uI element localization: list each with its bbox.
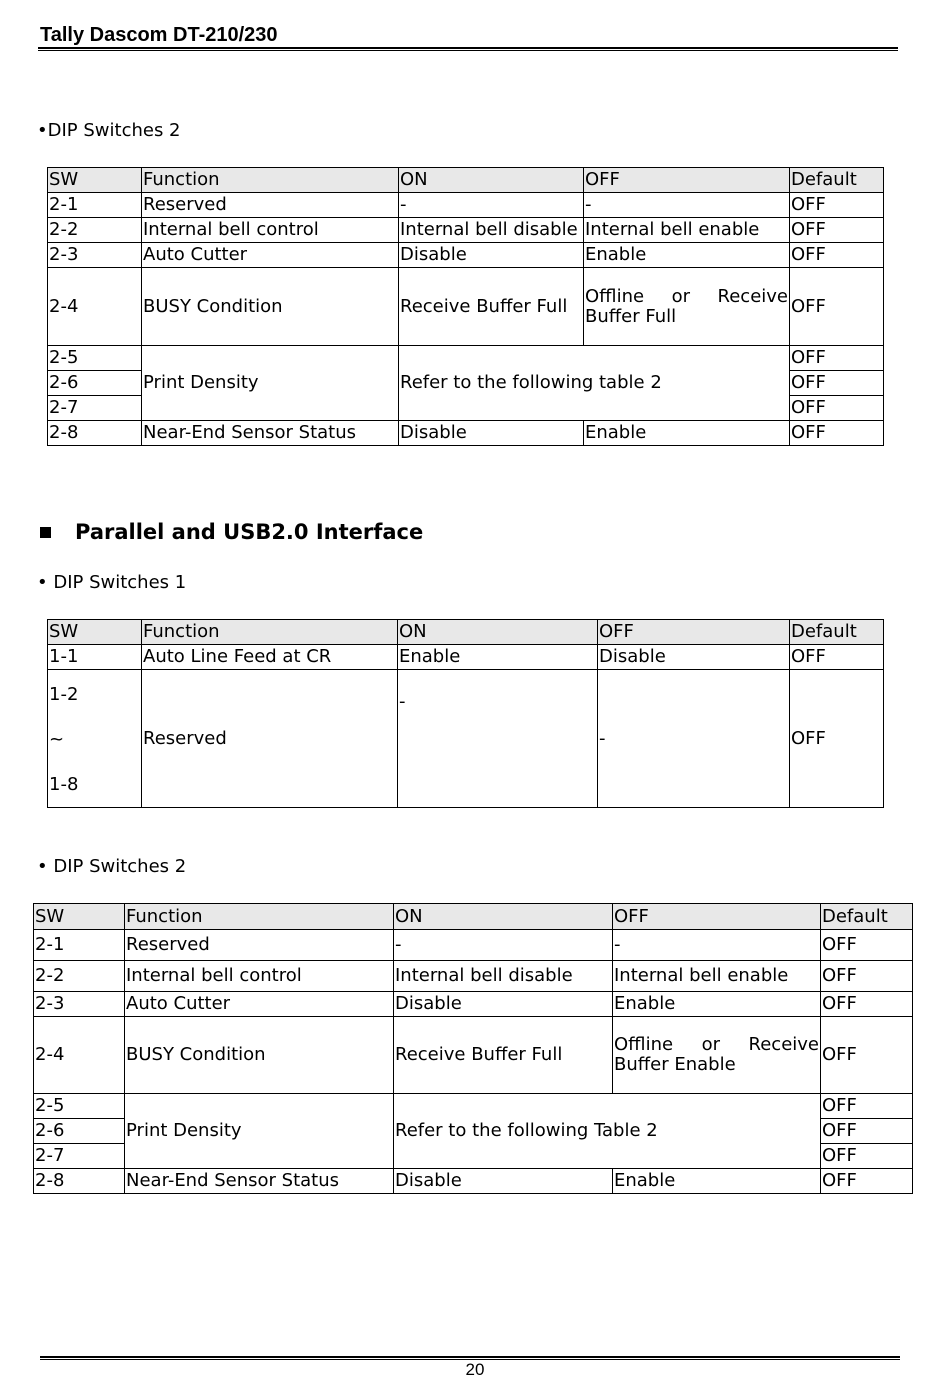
cell-sw: 2-8 (34, 1169, 125, 1194)
cell-sw: 2-6 (34, 1119, 125, 1144)
cell-sw: 2-1 (48, 193, 142, 218)
cell-on: Receive Buffer Full (394, 1017, 613, 1094)
cell-on: Enable (398, 645, 598, 670)
cell-function: Near-End Sensor Status (142, 421, 399, 446)
cell-sw: 2-7 (34, 1144, 125, 1169)
cell-function: BUSY Condition (125, 1017, 394, 1094)
square-bullet-icon (40, 527, 51, 538)
cell-function: Near-End Sensor Status (125, 1169, 394, 1194)
cell-function: Print Density (125, 1094, 394, 1169)
cell-default: OFF (821, 1119, 913, 1144)
cell-on-off-merged: Refer to the following Table 2 (394, 1094, 821, 1169)
column-header: Default (821, 904, 913, 930)
cell-function: Reserved (125, 930, 394, 961)
column-header: ON (398, 620, 598, 645)
cell-sw: 2-4 (34, 1017, 125, 1094)
cell-off: Internal bell enable (584, 218, 790, 243)
cell-off: Enable (613, 992, 821, 1017)
column-header: OFF (598, 620, 790, 645)
cell-off: Enable (584, 243, 790, 268)
cell-default: OFF (821, 1017, 913, 1094)
cell-sw: 2-1 (34, 930, 125, 961)
dip-switches-2-table (47, 167, 884, 446)
cell-function: BUSY Condition (142, 268, 399, 346)
table-row (34, 1169, 913, 1194)
cell-sw: 2-8 (48, 421, 142, 446)
cell-default: OFF (821, 1169, 913, 1194)
cell-off: Enable (613, 1169, 821, 1194)
cell-sw: 2-3 (48, 243, 142, 268)
table-row (34, 992, 913, 1017)
cell-sw: 2-6 (48, 371, 142, 396)
column-header: OFF (584, 168, 790, 193)
cell-function: Auto Line Feed at CR (142, 645, 398, 670)
section-label-dip-switches-2: • DIP Switches 2 (37, 856, 187, 877)
cell-default: OFF (790, 645, 884, 670)
cell-default: OFF (790, 371, 884, 396)
cell-on: Receive Buffer Full (399, 268, 584, 346)
cell-sw: 2-5 (48, 346, 142, 371)
document-header-title: Tally Dascom DT-210/230 (40, 24, 278, 46)
table-row (34, 1094, 913, 1119)
cell-default: OFF (821, 1094, 913, 1119)
table-row (48, 421, 884, 446)
column-header: ON (394, 904, 613, 930)
column-header: OFF (613, 904, 821, 930)
section-heading-text: Parallel and USB2.0 Interface (75, 520, 424, 544)
sw-range-start: 1-2 (49, 684, 79, 705)
cell-on: Disable (399, 243, 584, 268)
cell-sw: 2-3 (34, 992, 125, 1017)
cell-default: OFF (790, 218, 884, 243)
table-row (48, 346, 884, 371)
cell-function: Reserved (142, 670, 398, 808)
sw-range-end: 1-8 (49, 774, 79, 795)
cell-function: Auto Cutter (142, 243, 399, 268)
table-row (48, 645, 884, 670)
cell-default: OFF (821, 930, 913, 961)
cell-off: Offline or Receive Buffer Full (584, 268, 790, 346)
column-header: Function (142, 168, 399, 193)
cell-on-off-merged: Refer to the following table 2 (399, 346, 790, 421)
table-row (48, 193, 884, 218)
table-row (48, 243, 884, 268)
cell-default: OFF (821, 1144, 913, 1169)
column-header: Default (790, 620, 884, 645)
cell-function: Internal bell control (125, 961, 394, 992)
cell-sw: 2-5 (34, 1094, 125, 1119)
table-row (48, 268, 884, 346)
cell-default: OFF (821, 992, 913, 1017)
cell-function: Internal bell control (142, 218, 399, 243)
cell-sw: 2-2 (48, 218, 142, 243)
cell-off: - (584, 193, 790, 218)
cell-default: OFF (790, 346, 884, 371)
cell-sw: 2-2 (34, 961, 125, 992)
cell-default: OFF (790, 193, 884, 218)
cell-default: OFF (790, 243, 884, 268)
column-header: Function (142, 620, 398, 645)
cell-default: OFF (790, 421, 884, 446)
dip-switches-2-usb-table (33, 903, 913, 1194)
cell-sw: 2-7 (48, 396, 142, 421)
cell-function: Auto Cutter (125, 992, 394, 1017)
cell-on: Disable (394, 992, 613, 1017)
table-row (48, 670, 884, 808)
cell-default: OFF (821, 961, 913, 992)
table-row (48, 218, 884, 243)
cell-off: Internal bell enable (613, 961, 821, 992)
cell-default: OFF (790, 396, 884, 421)
cell-on: - (398, 670, 598, 808)
cell-default: OFF (790, 268, 884, 346)
cell-function: Reserved (142, 193, 399, 218)
page-number: 20 (465, 1360, 485, 1379)
cell-on: Disable (399, 421, 584, 446)
dip-switches-1-table (47, 619, 884, 808)
header-rule (38, 47, 898, 51)
table-header-row (34, 904, 913, 930)
sw-range-separator: ~ (49, 729, 65, 750)
cell-sw: 1-1 (48, 645, 142, 670)
cell-function: Print Density (142, 346, 399, 421)
cell-off: Offline or Receive Buffer Enable (613, 1017, 821, 1094)
section-label-dip-switches-2: •DIP Switches 2 (37, 120, 181, 141)
cell-on: - (399, 193, 584, 218)
table-header-row (48, 168, 884, 193)
cell-off: Enable (584, 421, 790, 446)
cell-off: Disable (598, 645, 790, 670)
column-header: SW (34, 904, 125, 930)
column-header: Default (790, 168, 884, 193)
table-row (34, 930, 913, 961)
table-header-row (48, 620, 884, 645)
cell-on: Internal bell disable (394, 961, 613, 992)
table-row (34, 961, 913, 992)
column-header: Function (125, 904, 394, 930)
cell-off: - (613, 930, 821, 961)
cell-on: Internal bell disable (399, 218, 584, 243)
cell-default: OFF (790, 670, 884, 808)
table-row (34, 1017, 913, 1094)
section-heading (40, 520, 423, 544)
cell-off: - (598, 670, 790, 808)
cell-on: Disable (394, 1169, 613, 1194)
section-label-dip-switches-1: • DIP Switches 1 (37, 572, 187, 593)
column-header: ON (399, 168, 584, 193)
cell-sw-range (48, 670, 142, 808)
column-header: SW (48, 168, 142, 193)
cell-on: - (394, 930, 613, 961)
cell-sw: 2-4 (48, 268, 142, 346)
column-header: SW (48, 620, 142, 645)
